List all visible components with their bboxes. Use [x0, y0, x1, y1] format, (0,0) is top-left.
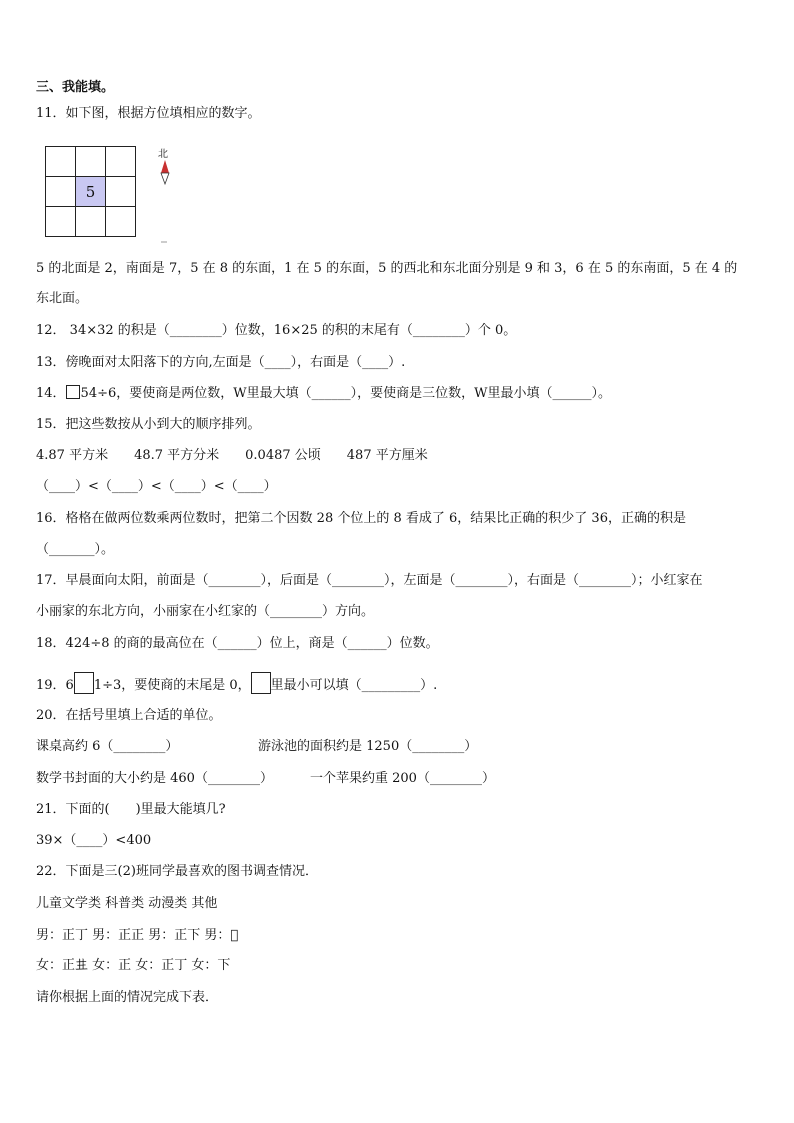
grid-cell: [106, 207, 136, 237]
q14-line: [36, 385, 611, 402]
compass-north-label: 北: [158, 149, 168, 160]
q14-blank-box: [66, 385, 80, 399]
grid-cell: [106, 147, 136, 177]
q19-prefix: 19．6: [36, 678, 74, 693]
q21-expression: 39×（____）<400: [36, 833, 152, 848]
q17-line-1: 17．早晨面向太阳，前面是（________），后面是（________），左面是（________），右面是（________）；小红家在: [36, 573, 703, 588]
q18-text: 18．424÷8 的商的最高位在（______）位上，商是（______）位数。: [36, 636, 439, 651]
q11-description-2: 东北面。: [36, 291, 89, 306]
q19-line: [36, 672, 437, 694]
q22-text: 22．下面是三(2)班同学最喜欢的图书调查情况．: [36, 864, 318, 879]
q13-text: 13．傍晚面对太阳落下的方向,左面是（____），右面是（____）.: [36, 355, 406, 370]
q21-text: 21．下面的( )里最大能填几?: [36, 802, 226, 817]
q22-categories: 儿童文学类 科普类 动漫类 其他: [36, 896, 218, 911]
q14-number: 14．: [36, 386, 66, 401]
q22-girls-tally: 女：正𠀎 女：正 女：正丁 女：下: [36, 958, 231, 973]
section-title: 三、我能填。: [36, 80, 115, 95]
q15-values: 4.87 平方米 48.7 平方分米 0.0487 公顷 487 平方厘米: [36, 448, 428, 463]
q19-mid: 1÷3，要使商的末尾是 0，: [93, 678, 251, 693]
compass-icon: [158, 145, 174, 190]
grid-cell: [46, 207, 76, 237]
grid-cell: [76, 147, 106, 177]
q19-suffix: 里最小可以填（_________）.: [270, 678, 438, 693]
q15-order: （____）<（____）<（____）<（____）: [36, 479, 277, 494]
grid-center-cell: 5: [76, 177, 106, 207]
q14-text: 54÷6，要使商是两位数，W里最大填（______），要使商是三位数，W里最小填（______）。: [80, 386, 611, 401]
grid-cell: [46, 177, 76, 207]
compass-arrow-icon: [158, 158, 174, 192]
q16-line-2: （_______）。: [36, 542, 115, 557]
q15-text: 15．把这些数按从小到大的顺序排列。: [36, 417, 261, 432]
q19-blank-box-2: [251, 672, 271, 694]
q12-text: 12． 34×32 的积是（________）位数，16×25 的积的末尾有（________）个 0。: [36, 323, 517, 338]
q22-boys-tally: 男：正丁 男：正正 男：正下 男：𠀌: [36, 928, 239, 943]
q20-item-b: 游泳池的面积约是 1250（________）: [258, 739, 478, 754]
decorative-mark: [161, 241, 167, 243]
q11-description-1: 5 的北面是 2，南面是 7，5 在 8 的东面，1 在 5 的东面，5 的西北和东北面分别是 9 和 3，6 在 5 的东南面，5 在 4 的: [36, 261, 738, 276]
q16-line-1: 16．格格在做两位数乘两位数时，把第二个因数 28 个位上的 8 看成了 6，结果比正确的积少了 36，正确的积是: [36, 511, 686, 526]
q17-line-2: 小丽家的东北方向，小丽家在小红家的（________）方向。: [36, 604, 375, 619]
direction-grid: [45, 146, 136, 237]
q19-blank-box: [74, 672, 94, 694]
grid-cell: [46, 147, 76, 177]
q20-item-d: 一个苹果约重 200（________）: [310, 771, 495, 786]
grid-cell: [106, 177, 136, 207]
q11-text: 11．如下图，根据方位填相应的数字。: [36, 106, 261, 121]
q20-item-c: 数学书封面的大小约是 460（________）: [36, 771, 273, 786]
q20-text: 20．在括号里填上合适的单位。: [36, 708, 222, 723]
grid-cell: [76, 207, 106, 237]
q20-item-a: 课桌高约 6（________）: [36, 739, 179, 754]
q22-instruction: 请你根据上面的情况完成下表．: [36, 990, 219, 1005]
